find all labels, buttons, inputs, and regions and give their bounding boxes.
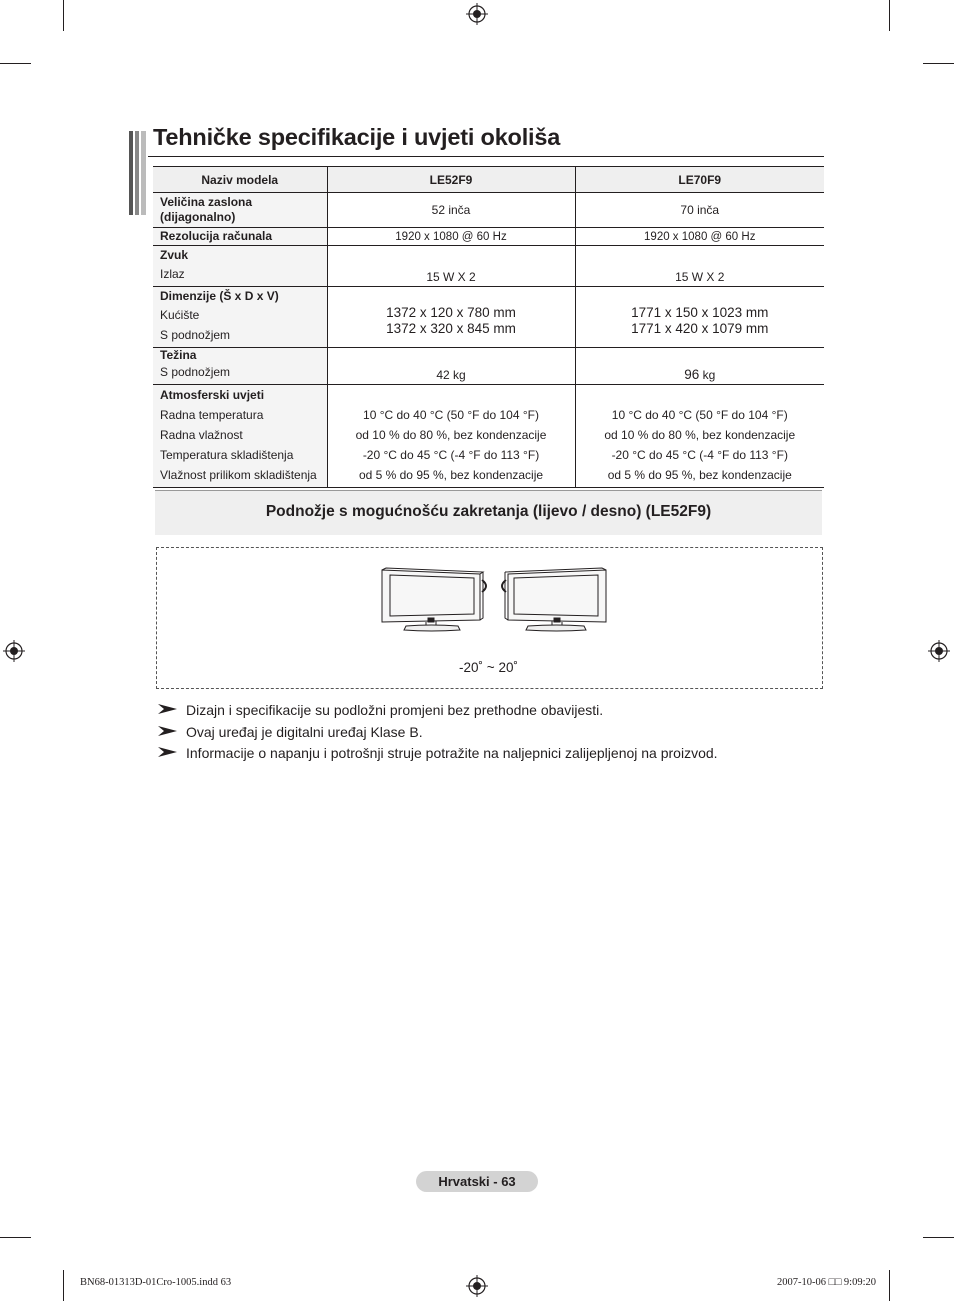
cell-value: 1372 x 320 x 845 mm bbox=[386, 321, 516, 336]
row-label: S podnožjem bbox=[160, 365, 231, 379]
registration-mark-icon bbox=[466, 3, 488, 25]
rotation-angle-label: -20˚ ~ 20˚ bbox=[459, 660, 518, 675]
row-label: Kućište bbox=[160, 308, 200, 322]
table-row-dimensions bbox=[153, 287, 824, 348]
table-row-environment bbox=[153, 385, 824, 488]
row-label: Radna temperatura bbox=[160, 408, 264, 422]
cell-value: 70 inča bbox=[680, 203, 720, 217]
crop-mark bbox=[63, 1270, 64, 1301]
cell-value: 1920 x 1080 @ 60 Hz bbox=[644, 230, 756, 243]
row-label: Vlažnost prilikom skladištenja bbox=[160, 468, 317, 482]
row-label: Radna vlažnost bbox=[160, 428, 243, 442]
crop-mark bbox=[889, 1270, 890, 1301]
cell-value: 42 kg bbox=[436, 368, 466, 382]
registration-mark-icon bbox=[928, 640, 950, 662]
cell-value: 1771 x 150 x 1023 mm bbox=[631, 305, 769, 320]
row-label: Dimenzije (Š x D x V) bbox=[160, 289, 279, 303]
row-label: S podnožjem bbox=[160, 328, 231, 342]
cell-value: 1920 x 1080 @ 60 Hz bbox=[395, 230, 507, 243]
cell-value: 15 W X 2 bbox=[426, 270, 476, 284]
page-title: Tehničke specifikacije i uvjeti okoliša bbox=[153, 124, 561, 150]
table-row-screen-size bbox=[153, 193, 824, 228]
crop-mark bbox=[0, 1237, 31, 1238]
row-label: Izlaz bbox=[160, 267, 185, 281]
table-row-sound bbox=[153, 246, 824, 287]
crop-mark bbox=[63, 0, 64, 31]
note-text: Ovaj uređaj je digitalni uređaj Klase B. bbox=[186, 723, 423, 740]
cell-value: 96 bbox=[684, 367, 700, 382]
row-label: Atmosferski uvjeti bbox=[160, 388, 265, 402]
cell-value: -20 °C do 45 °C (-4 °F do 113 °F) bbox=[362, 448, 540, 462]
cell-value: 10 °C do 40 °C (50 °F do 104 °F) bbox=[363, 408, 539, 422]
print-file-info: BN68-01313D-01Cro-1005.indd 63 bbox=[80, 1277, 232, 1288]
arrow-bullet-icon bbox=[158, 746, 178, 758]
table-row-weight bbox=[153, 348, 824, 385]
cell-value: -20 °C do 45 °C (-4 °F do 113 °F) bbox=[611, 448, 788, 462]
cell-value: od 5 % do 95 %, bez kondenzacije bbox=[358, 468, 544, 482]
crop-mark bbox=[889, 0, 890, 31]
title-rule bbox=[148, 156, 824, 157]
cell-value: 1771 x 420 x 1079 mm bbox=[631, 321, 769, 336]
cell-unit: kg bbox=[702, 368, 716, 382]
cell-value: 1372 x 120 x 780 mm bbox=[386, 305, 516, 320]
header-le70f9: LE70F9 bbox=[575, 167, 824, 193]
row-label: Temperatura skladištenja bbox=[160, 448, 294, 462]
arrow-bullet-icon bbox=[158, 725, 178, 737]
header-model-name: Naziv modela bbox=[153, 167, 327, 193]
title-side-bar bbox=[129, 131, 146, 215]
row-label: Rezolucija računala bbox=[160, 229, 273, 243]
tv-swivel-illustration bbox=[378, 562, 612, 636]
registration-mark-icon bbox=[3, 640, 25, 662]
note-text: Dizajn i specifikacije su podložni promjeni bez prethodne obavijesti. bbox=[186, 702, 604, 718]
note-text: Informacije o napanju i potrošnji struje potražite na naljepnici zalijepljenoj na proizvod. bbox=[186, 745, 718, 761]
cell-value: od 10 % do 80 %, bez kondenzacije bbox=[604, 428, 796, 442]
crop-mark bbox=[923, 1237, 954, 1238]
spec-table bbox=[153, 166, 824, 488]
row-label: Zvuk bbox=[160, 248, 189, 262]
cell-value: 52 inča bbox=[431, 203, 471, 217]
cell-value: 10 °C do 40 °C (50 °F do 104 °F) bbox=[611, 408, 788, 422]
crop-mark bbox=[923, 63, 954, 64]
arrow-bullet-icon bbox=[158, 703, 178, 715]
print-date-info: 2007-10-06 □□ 9:09:20 bbox=[776, 1277, 876, 1288]
registration-mark-icon bbox=[466, 1275, 488, 1297]
table-header-row bbox=[153, 167, 824, 193]
header-le52f9: LE52F9 bbox=[327, 167, 575, 193]
cell-value: 15 W X 2 bbox=[675, 270, 725, 284]
row-label: (dijagonalno) bbox=[160, 210, 236, 224]
crop-mark bbox=[0, 63, 31, 64]
cell-value: od 10 % do 80 %, bez kondenzacije bbox=[355, 428, 547, 442]
page-number-badge: Hrvatski - 63 bbox=[416, 1171, 538, 1192]
table-row-resolution bbox=[153, 228, 824, 246]
cell-value: od 5 % do 95 %, bez kondenzacije bbox=[607, 468, 792, 482]
section-title: Podnožje s mogućnošću zakretanja (lijevo / desno) (LE52F9) bbox=[265, 503, 712, 520]
row-label: Veličina zaslona bbox=[160, 195, 253, 209]
row-label: Težina bbox=[160, 348, 197, 362]
